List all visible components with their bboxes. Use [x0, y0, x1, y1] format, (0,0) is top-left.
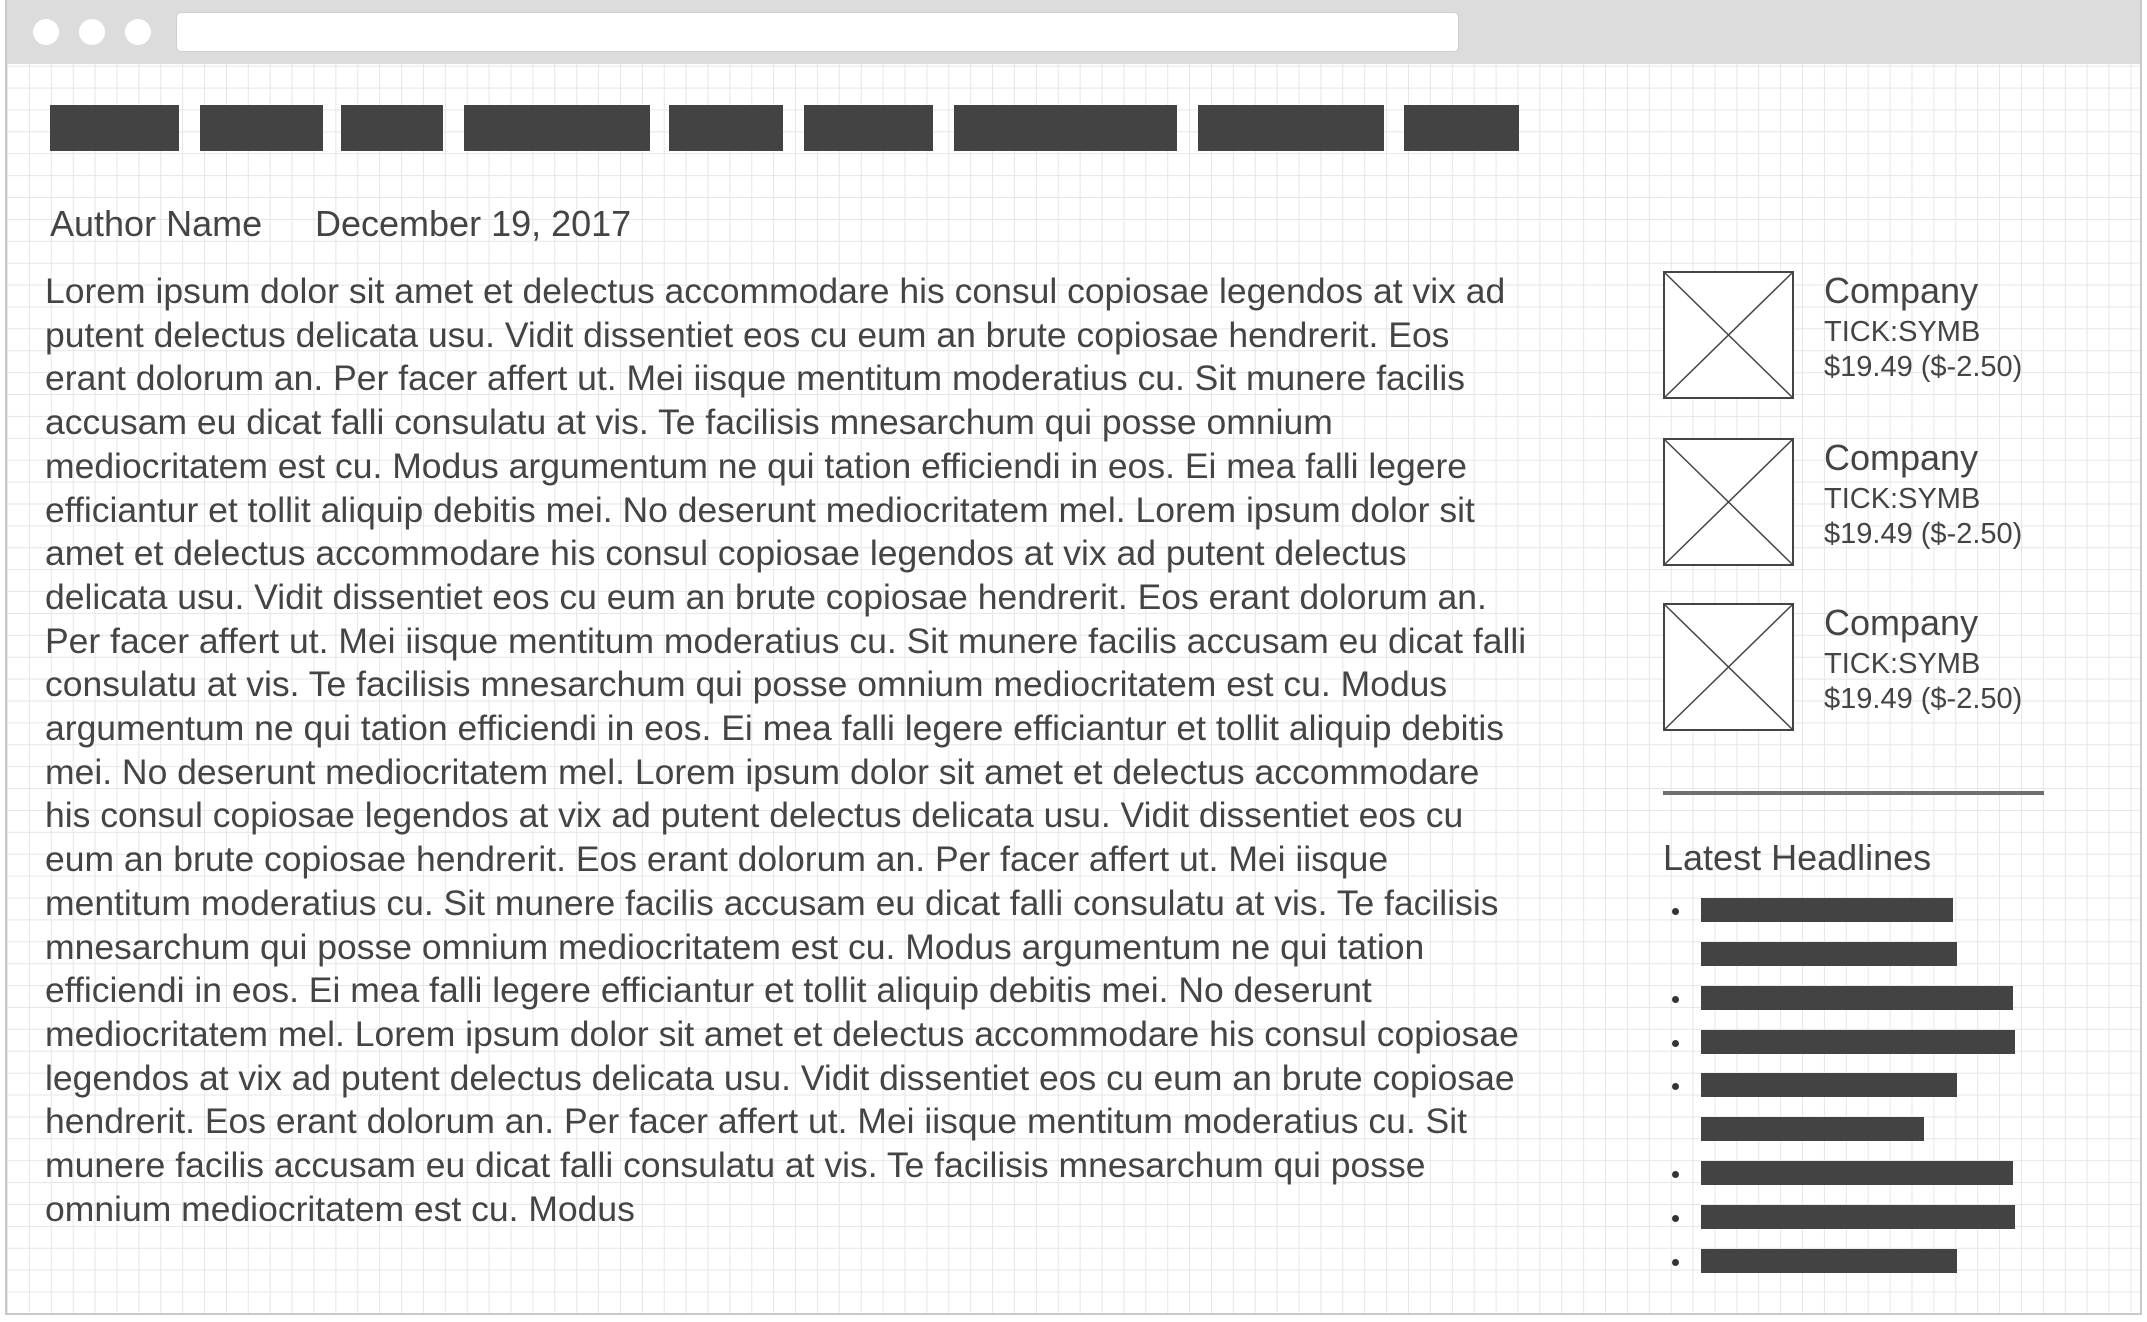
- stock-ticker: TICK:SYMB: [1824, 316, 1981, 348]
- placeholder-image-icon: [1663, 271, 1794, 399]
- window-minimize-button[interactable]: [79, 19, 105, 45]
- headline-link[interactable]: [1701, 942, 1957, 966]
- stock-company: Company: [1824, 270, 1979, 311]
- stock-quote[interactable]: [1663, 271, 2063, 401]
- headline-link[interactable]: [1701, 1073, 1957, 1097]
- stock-price: $19.49 ($-2.50): [1824, 683, 2023, 715]
- list-bullet: [1672, 1259, 1679, 1266]
- article-body: Lorem ipsum dolor sit amet et delectus accommodare his consul copiosae legendos at vix ad putent delectus delicata usu. Vidit dissentiet eos cu eum an brute copiosae hendrerit. Eos erant dolorum an. Per facer affert ut. Mei iisque mentitum moderatius cu. Sit munere facilis accusam eu dicat falli consulatu at vis. Te facilisis mnesarchum qui posse omnium mediocritatem est cu. Modus argumentum ne qui tation efficiendi in eos. Ei mea falli legere efficiantur et tollit aliquip debitis mei. No deserunt mediocritatem mel. Lorem ipsum dolor sit amet et delectus accommodare his consul copiosae legendos at vix ad putent delectus delicata usu. Vidit dissentiet eos cu eum an brute copiosae hendrerit. Eos erant dolorum an. Per facer affert ut. Mei iisque mentitum moderatius cu. Sit munere facilis accusam eu dicat falli consulatu at vis. Te facilisis mnesarchum qui posse omnium mediocritatem est cu. Modus argumentum ne qui tation efficiendi in eos. Ei mea falli legere efficiantur et tollit aliquip debitis mei. No deserunt mediocritatem mel. Lorem ipsum dolor sit amet et delectus accommodare his consul copiosae legendos at vix ad putent delectus delicata usu. Vidit dissentiet eos cu eum an brute copiosae hendrerit. Eos erant dolorum an. Per facer affert ut. Mei iisque mentitum moderatius cu. Sit munere facilis accusam eu dicat falli consulatu at vis. Te facilisis mnesarchum qui posse omnium mediocritatem est cu. Modus argumentum ne qui tation efficiendi in eos. Ei mea falli legere efficiantur et tollit aliquip debitis mei. No deserunt mediocritatem mel. Lorem ipsum dolor sit amet et delectus accommodare his consul copiosae legendos at vix ad putent delectus delicata usu. Vidit dissentiet eos cu eum an brute copiosae hendrerit. Eos erant dolorum an. Per facer affert ut. Mei iisque mentitum moderatius cu. Sit munere facilis accusam eu dicat falli consulatu at vis. Te facilisis mnesarchum qui posse omnium mediocritatem est cu. Modus: [45, 271, 1527, 1229]
- nav-item[interactable]: [804, 105, 933, 151]
- nav-item[interactable]: [464, 105, 650, 151]
- author-name[interactable]: Author Name: [50, 203, 263, 244]
- window-maximize-button[interactable]: [125, 19, 151, 45]
- nav-item[interactable]: [954, 105, 1177, 151]
- nav-item[interactable]: [1404, 105, 1519, 151]
- headline-link[interactable]: [1701, 1249, 1957, 1273]
- placeholder-image-icon: [1663, 603, 1794, 731]
- publish-date: December 19, 2017: [315, 203, 632, 244]
- placeholder-image-icon: [1663, 438, 1794, 566]
- headline-link[interactable]: [1701, 1117, 1924, 1141]
- window-close-button[interactable]: [33, 19, 59, 45]
- stock-price: $19.49 ($-2.50): [1824, 518, 2023, 550]
- nav-item[interactable]: [200, 105, 323, 151]
- address-bar[interactable]: [176, 12, 1459, 52]
- browser-titlebar: [7, 0, 2140, 64]
- stock-price: $19.49 ($-2.50): [1824, 351, 2023, 383]
- list-bullet: [1672, 996, 1679, 1003]
- stock-quote[interactable]: [1663, 603, 2063, 733]
- list-bullet: [1672, 1215, 1679, 1222]
- headline-link[interactable]: [1701, 1161, 2013, 1185]
- stock-ticker: TICK:SYMB: [1824, 483, 1981, 515]
- stock-ticker: TICK:SYMB: [1824, 648, 1981, 680]
- stock-quote[interactable]: [1663, 438, 2063, 568]
- list-bullet: [1672, 1171, 1679, 1178]
- nav-item[interactable]: [341, 105, 443, 151]
- nav-item[interactable]: [669, 105, 783, 151]
- list-bullet: [1672, 1083, 1679, 1090]
- sidebar-divider: [1663, 791, 2044, 795]
- list-bullet: [1672, 1040, 1679, 1047]
- nav-item[interactable]: [1198, 105, 1384, 151]
- headline-link[interactable]: [1701, 898, 1953, 922]
- nav-item[interactable]: [50, 105, 179, 151]
- list-bullet: [1672, 908, 1679, 915]
- stock-company: Company: [1824, 437, 1979, 478]
- latest-headlines-title: Latest Headlines: [1663, 837, 1932, 878]
- stock-company: Company: [1824, 602, 1979, 643]
- headline-link[interactable]: [1701, 1205, 2015, 1229]
- headline-link[interactable]: [1701, 986, 2013, 1010]
- headline-link[interactable]: [1701, 1030, 2015, 1054]
